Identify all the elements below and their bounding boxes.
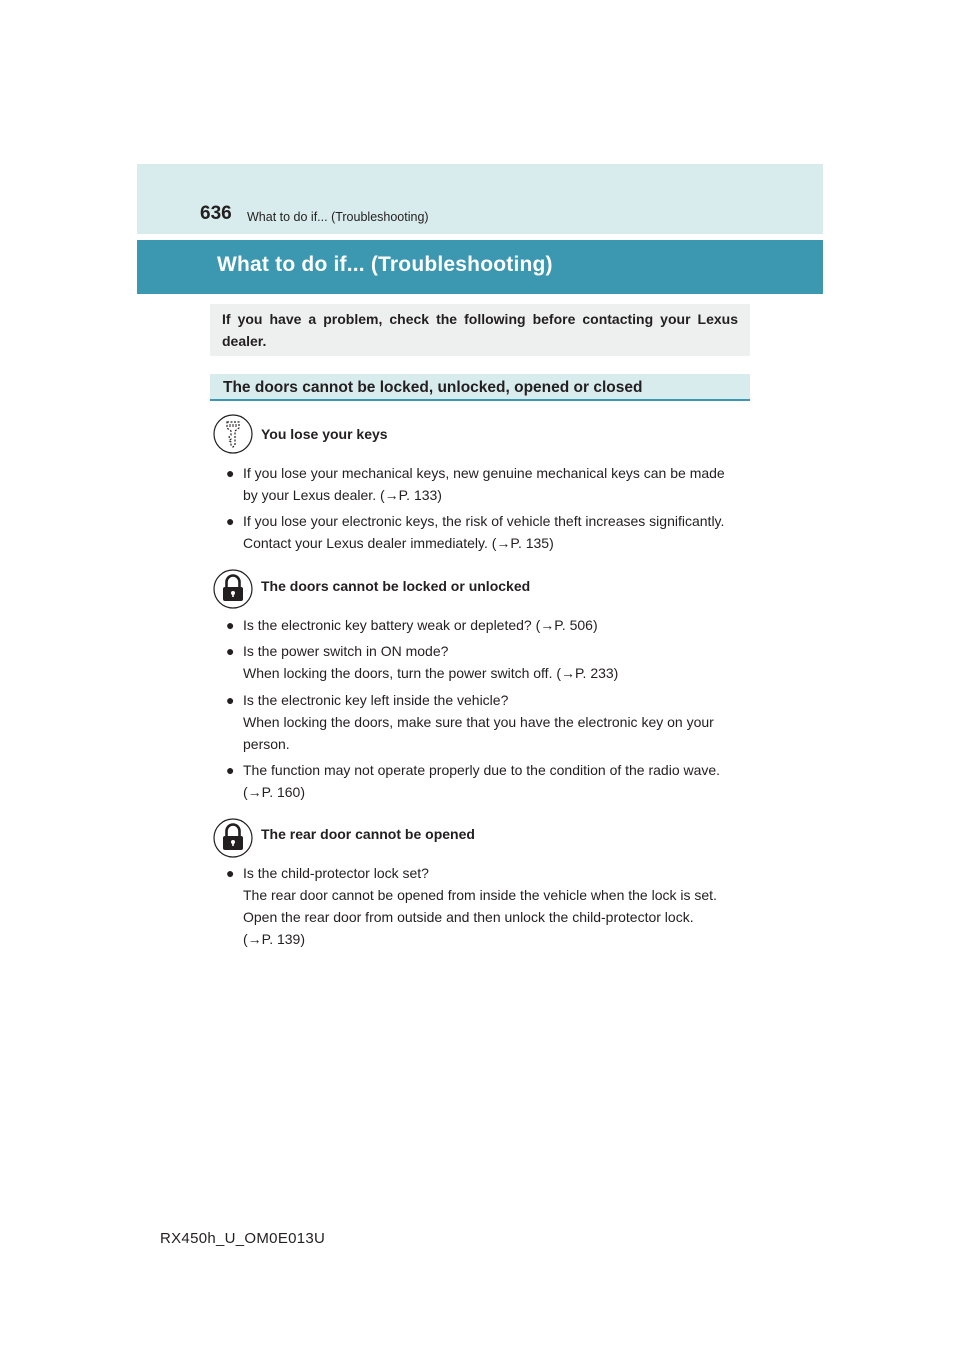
list-item: ● The function may not operate properly due to the condition of the radio wave. (→P. 160) [226, 759, 746, 803]
bullet-icon: ● [226, 643, 235, 659]
bullet-icon: ● [226, 692, 235, 708]
running-title: What to do if... (Troubleshooting) [247, 210, 429, 224]
key-icon [213, 414, 253, 454]
list-item: ● If you lose your mechanical keys, new genuine mechanical keys can be made by your Lexus dealer. (→P. 133) [226, 462, 746, 506]
intro-text: If you have a problem, check the following before contacting your Lexus dealer. [222, 311, 738, 349]
bullet-icon: ● [226, 762, 235, 778]
bullet-icon: ● [226, 465, 235, 481]
list-item: ● If you lose your electronic keys, the risk of vehicle theft increases significantly. Contact your Lexus dealer immediately. (→P. 135) [226, 510, 746, 554]
padlock-icon [213, 569, 253, 609]
header-band [137, 164, 823, 234]
bullet-icon: ● [226, 865, 235, 881]
page-number: 636 [200, 203, 232, 224]
list-item: ● Is the electronic key battery weak or depleted? (→P. 506) [226, 614, 746, 636]
page-title: What to do if... (Troubleshooting) [217, 253, 553, 276]
padlock-icon [213, 818, 253, 858]
list-item: ● Is the power switch in ON mode? When locking the doors, turn the power switch off. (→P. 233) [226, 640, 746, 684]
topic-title: The doors cannot be locked or unlocked [261, 578, 531, 594]
topic-title: The rear door cannot be opened [261, 826, 475, 842]
bullet-icon: ● [226, 513, 235, 529]
section-heading-text: The doors cannot be locked, unlocked, opened or closed [223, 379, 643, 396]
section-heading [210, 374, 750, 401]
bullet-icon: ● [226, 617, 235, 633]
title-bar [137, 240, 823, 294]
topic-title: You lose your keys [261, 426, 388, 442]
list-item: ● Is the child-protector lock set? The rear door cannot be opened from inside the vehicle when the lock is set. Open the rear door from outside and then unlock the child-protector lock. (→P. 139) [226, 862, 746, 950]
footer-code: RX450h_U_OM0E013U [160, 1230, 326, 1247]
intro-box [210, 304, 750, 356]
list-item: ● Is the electronic key left inside the vehicle? When locking the doors, make sure that you have the electronic key on your person. [226, 689, 746, 755]
